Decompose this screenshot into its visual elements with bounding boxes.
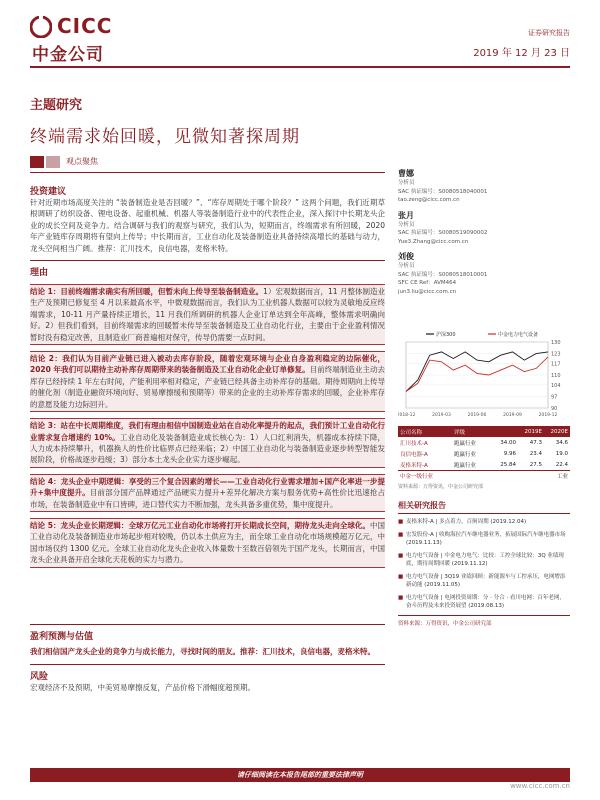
cicc-logo xyxy=(30,12,150,67)
table-row xyxy=(398,437,570,448)
analyst-sac: SAC 执证编号：S0080519090002 xyxy=(398,230,488,236)
related-item-text: 电力电气设备 | 3Q19 业绩回顾：新能源车与工控承压，电网增添新动能 (2019.11.05) xyxy=(406,573,566,588)
x-tick-label: 2018-12 xyxy=(398,413,416,418)
page-header xyxy=(30,12,570,72)
analyst-email[interactable]: Yue3.Zhang@cicc.com.cn xyxy=(398,238,469,245)
bullet-icon: ■ xyxy=(398,552,404,559)
table-row xyxy=(398,448,570,459)
table-cell: 19.0 xyxy=(555,450,568,457)
section-title: 主题研究 xyxy=(30,98,83,113)
analyst-title: 分析员 xyxy=(398,221,415,228)
legend-label: 沪深300 xyxy=(436,332,456,338)
conclusion-3-body: 工业自动化及装备制造业成长核心为：1）人口红利消失，机器成本持续下降，人力成本持续攀升，机器换人的性价比临界点已经来临；2）中国工业自动化与装备制造业逐步转型智能发展阶段，价格战逐步趋缓；3）部分本土龙头企业实力逐步崛起。 xyxy=(30,432,385,465)
main-content xyxy=(30,180,385,568)
table-cell: 22.4 xyxy=(555,461,568,468)
y-tick-label: 90 xyxy=(551,406,558,412)
analyst-2 xyxy=(398,210,570,247)
table-header-row xyxy=(398,426,570,437)
analyst-1 xyxy=(398,168,570,205)
y-tick-label: 123 xyxy=(551,351,561,358)
table-cell: 跑赢行业 xyxy=(454,462,477,469)
valuation-text: 我们相信国产龙头企业的竞争力与成长能力，寻找时间的朋友。推荐：汇川技术，良信电器，麦格米特。 xyxy=(30,647,375,656)
table-cell: 跑赢行业 xyxy=(454,451,477,458)
conclusion-2-lead: 结论 2：我们认为目前产业链已进入被动去库存阶段，随着宏观环境与企业自身盈利稳定的边际催化，2020 年我们可以期待主动补库存周期带来的装备制造及工业自动化企业订单修复。 xyxy=(30,354,385,375)
related-source: 资料来源：万得资讯，中金公司研究部 xyxy=(398,615,570,627)
company-table xyxy=(398,426,570,490)
conclusion-2-body: 目前终端制造业主动去库存已经持续 1 年左右时间，产能利用率相对稳定，产业链已经具备主动补库存的基础。期待周期向上传导的催化剂（制造业融资环境向好、贸易摩擦缓和预期等）带来的企业的主动补库存需求的回暖，企业补库存的意愿及能力边际回升。 xyxy=(30,365,386,409)
x-tick-label: 2019-09 xyxy=(503,413,522,418)
watermark: www.cicc.com.cn xyxy=(510,782,570,790)
cicc-logo-mark-icon xyxy=(30,16,52,38)
footer-legal-text: 请仔细阅读在本报告尾部的重要法律声明 xyxy=(237,771,363,779)
investment-heading: 投资建议 xyxy=(30,187,67,197)
y-tick-label: 104 xyxy=(551,382,561,389)
tag-label: 观点聚焦 xyxy=(66,157,98,166)
logo-en-text: CICC xyxy=(57,14,113,38)
conclusion-5 xyxy=(30,518,385,568)
table-cell: 23.4 xyxy=(529,450,542,457)
bullet-icon: ■ xyxy=(398,573,404,580)
table-cell: 良信电器-A xyxy=(400,451,428,458)
table-source: 资料来源：万得资讯，中金公司研究部 xyxy=(398,484,484,490)
related-item-text: 电力电气设备 | 电网投资周期：分 · 分合 · 看川电网：百年老网，奋斗历程及未来投资展望 (2019.08.13) xyxy=(406,594,565,609)
chart-grid xyxy=(406,342,548,408)
related-item[interactable] xyxy=(398,518,570,527)
header-divider xyxy=(30,66,570,68)
related-item-text: 麦格米特-A | 多点着力，百舸周期 (2019.12.04) xyxy=(406,519,527,525)
analyst-name: 曹娜 xyxy=(398,169,414,178)
table-cell: 9.96 xyxy=(503,450,516,457)
analyst-sac: SAC 执证编号：S0080518040001 xyxy=(398,188,488,195)
table-cell: 工业 xyxy=(556,474,568,480)
analyst-email[interactable]: jun3.liu@cicc.com.cn xyxy=(398,288,457,295)
stock-chart-svg xyxy=(398,328,570,420)
table-header: 2019E xyxy=(524,428,542,435)
y-tick-label: 110 xyxy=(551,373,561,379)
main-title: 终端需求始回暖，见微知著探周期 xyxy=(30,127,300,147)
bottom-section xyxy=(30,618,570,693)
divider xyxy=(30,624,385,625)
related-title: 相关研究报告 xyxy=(398,500,570,514)
analyst-name: 刘俊 xyxy=(398,252,414,261)
table-cell: 34.6 xyxy=(555,439,568,446)
conclusion-5-lead: 结论 5：龙头企业长期逻辑：全球万亿元工业自动化市场将打开长期成长空间，期待龙头走向全球化。 xyxy=(30,520,370,530)
tag-divider xyxy=(30,172,385,173)
y-tick-label: 97 xyxy=(551,394,558,401)
table-row xyxy=(398,470,570,481)
chart-xticks xyxy=(398,412,558,418)
analyst-3 xyxy=(398,251,570,296)
valuation-heading: 盈利预测与估值 xyxy=(30,632,94,642)
investment-text: 针对近期市场高度关注的 “装备制造业是否回暖？”、“库存周期处于哪个阶段？” 这两个问题，我们近期草根调研了纺织设备、锂电设备、起重机械、机器人等装备制造行业中的代表性企业，深入探讨中长期龙头企业的成长空间及竞争力。结合调研与我们的观察与研究，我们认为，短期而言，终端需求有所回暖，2020 年产业链库存周期将有望向上传导；中长期而言，工业自动化及装备制造业具备持续高增长的基础与动力，龙头空间相当广阔。推荐：汇川技术，良信电器，麦格米特。 xyxy=(30,198,385,253)
conclusion-3 xyxy=(30,418,385,468)
chart-lines xyxy=(406,352,548,392)
x-tick-label: 2019-03 xyxy=(432,413,451,418)
conclusion-1 xyxy=(30,284,385,345)
bullet-icon: ■ xyxy=(398,531,404,538)
conclusion-5-body: 中国工业自动化及装备制造业市场起步相对较晚，仍以本土供应为主，而全球工业自动化市场规模超万亿元，中国市场仅约 1300 亿元。全球工业自动化龙头企业收入体量数十至数百倍领先于国产龙头，长期而言，中国龙头企业具备开启全球化天花板的实力与潜力。 xyxy=(30,520,385,565)
tag-box-dark xyxy=(30,156,44,168)
analyst-sac: SAC 执证编号：S0080518010001 xyxy=(398,271,488,278)
analyst-panel xyxy=(398,168,570,301)
conclusion-2 xyxy=(30,351,385,412)
analyst-sfc: SFC CE Ref：AVM464 xyxy=(398,280,457,286)
chart-legend xyxy=(426,331,538,338)
related-item-text: 宏发股份-A | 收购海拉汽车继电器业务，拓展国际汽车继电器市场 (2019.11.13) xyxy=(406,531,566,546)
divider xyxy=(30,260,385,261)
conclusion-1-body: 1）宏观数据而言，11 月整体制造业生产及预期已修复至 4 月以来最高水平，中微观数据而言，我们认为工业机器人数据可以较为灵敏地反应终端需求，10-11 月产量持续正增长，11 月我们所调研的机器人企业订单达到全年高峰，整体需求明确向好。2）但我们看到，目前终端需求的回暖暂未传导至装备制造及工业自动化行业，主要由于企业盈利情况暂时没有稳定改善，且制造业厂商普遍相对保守，传导仍需要一点时间。 xyxy=(30,287,386,342)
table-cell: 25.84 xyxy=(500,461,516,468)
related-item[interactable] xyxy=(398,552,570,569)
report-type: 证券研究报告 xyxy=(528,29,570,37)
risk-heading: 风险 xyxy=(30,671,49,682)
tag-box-light xyxy=(46,156,60,168)
footer-bar xyxy=(30,768,570,782)
risk-text: 宏观经济不及预期，中美贸易摩擦反复，产品价格下滑幅度超预期。 xyxy=(30,682,255,692)
bullet-icon: ■ xyxy=(398,519,404,525)
table-cell: 47.3 xyxy=(529,439,542,446)
table-header: 2020E xyxy=(550,428,568,435)
analyst-title: 分析员 xyxy=(398,180,415,186)
table-cell: 跑赢行业 xyxy=(454,440,477,447)
analyst-name: 张月 xyxy=(398,210,414,220)
table-cell: 34.00 xyxy=(500,439,516,446)
conclusion-4-lead: 结论 4：龙头企业中期逻辑：享受的三个复合因素的增长——工业自动化行业需求增加+国产化率进一步提升+集中度提升。 xyxy=(30,476,385,498)
table-cell: 汇川技术-A xyxy=(400,440,428,447)
x-tick-label: 2019-12 xyxy=(538,413,558,418)
reasons-heading: 理由 xyxy=(30,268,49,279)
table-header: 公司名称 xyxy=(400,429,423,436)
divider xyxy=(30,664,385,665)
conclusion-4-body: 目前部分国产品牌通过产品硬实力提升+差异化解决方案与服务优势+高性价比迅速抢占市场，在装备制造业中有口皆碑，进口替代实力不断加强，龙头具备多重优势，集中度提升。 xyxy=(30,488,385,509)
table-cell: 麦格米特-A xyxy=(400,462,428,469)
table-row xyxy=(398,459,570,470)
legend-label: 中金电力电气设备 xyxy=(498,332,539,338)
chart-yticks xyxy=(551,340,561,412)
logo-cn-text: 中金公司 xyxy=(32,45,104,65)
x-tick-label: 2019-06 xyxy=(467,413,487,418)
related-item[interactable] xyxy=(398,573,570,590)
analyst-title: 分析员 xyxy=(398,263,415,269)
table-cell: 27.5 xyxy=(529,461,542,468)
conclusion-4 xyxy=(30,474,385,512)
series-line-1 xyxy=(406,352,548,392)
stock-chart xyxy=(398,328,570,420)
analyst-email[interactable]: tao.zeng@cicc.com.cn xyxy=(398,197,460,203)
table-cell: 中金一级行业 xyxy=(400,474,434,480)
related-reports xyxy=(398,500,570,627)
conclusion-3-lead: 结论 3：站在中长周期维度，我们有理由相信中国制造业站在自动化率提升的起点，我们预计工业自动化行业需求复合增速约 10%。 xyxy=(30,421,385,442)
series-line-2 xyxy=(406,357,548,392)
related-item-text: 电力电气设备 | 中金电力电气：比较：工控全球比较：3Q 业绩现底，期待周期回暖 (2019.11.12) xyxy=(406,552,564,567)
related-item[interactable] xyxy=(398,594,570,611)
related-item[interactable] xyxy=(398,531,570,548)
report-date: 2019 年 12 月 23 日 xyxy=(473,48,570,59)
y-tick-label: 130 xyxy=(551,340,561,346)
table-header: 评级 xyxy=(454,429,466,436)
y-tick-label: 117 xyxy=(551,361,561,368)
bullet-icon: ■ xyxy=(398,594,404,601)
conclusion-1-lead: 结论 1：目前终端需求确实有所回暖，但暂未向上传导至装备制造业。 xyxy=(30,287,264,297)
